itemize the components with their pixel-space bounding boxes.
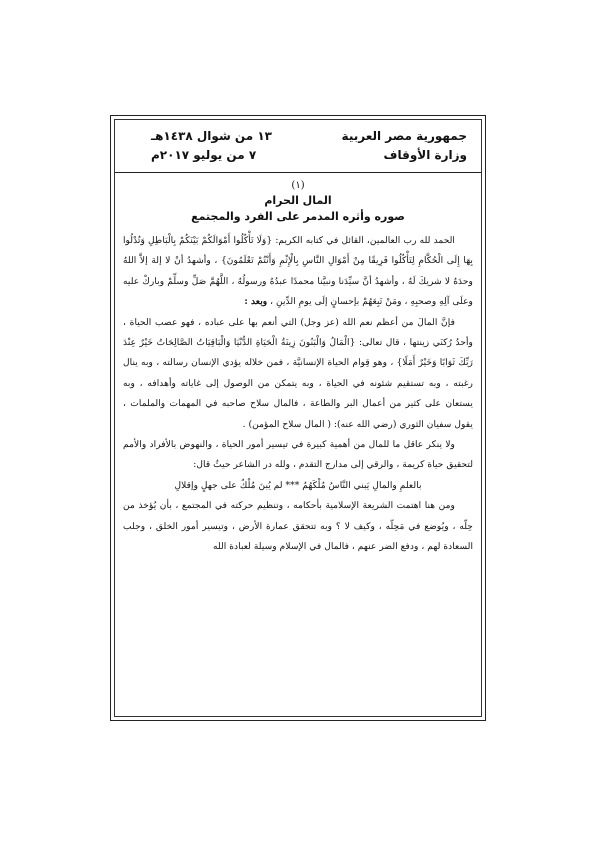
header-hijri-date: ١٣ من شوال ١٤٣٨هـ: [151, 129, 272, 143]
document-header: [115, 120, 481, 173]
sermon-title: المال الحرام: [264, 194, 332, 207]
poetry-verse: بالعلمِ والمالِ يَبني النَّاسُ مُلْكَهُمُ *** لم يُبنَ مُلْكٌ على جهلٍ وإقلالِ: [174, 479, 422, 491]
paragraph-opening: [123, 231, 473, 313]
sermon-subtitle: صوره وأثره المدمر على الفرد والمجتمع: [191, 210, 405, 223]
paragraph-wealth-importance: فإنَّ المالَ من أعظم نعم الله (عز وجل) التي أنعم بها على عباده ، فهو عصب الحياة ، وأحدُ رُكنَي زينتها ، قال تعالى: {الْمَالُ وَالْبَنُونَ زِينَةُ الْحَيَاةِ الدُّنْيَا وَالْبَاقِيَاتُ الصَّالِحَاتُ خَيْرٌ عِنْدَ رَبِّكَ ثَوَابًا وَخَيْرٌ أَمَلًا} ، وهو قِوام الحياة الإنسانيَّة ، فمن خلاله يؤدي الإنسان رسالته ، وبه ينال رغبته ، وبه تستقيم شئونه في الحياة ، وبه يتمكن من الوصول إلى غاياته وأهدافه ، وبه يستعان على كثير من أعمال البر والطاعة ، فالمال سلاح صاحبه في المهمات والملمات ، يقول سفيان الثوري (رضي الله عنه): ( المال سلاح المؤمن) .: [123, 316, 473, 430]
sermon-body: [123, 231, 473, 558]
paragraph-opening-text: الحمد لله رب العالمين، القائل في كتابه الكريم: {وَلَا تَأْكُلُوا أَمْوَالَكُمْ بَيْنَكُمْ بِالْبَاطِلِ وَتُدْلُوا بِهَا إِلَى الْحُكَّامِ لِتَأْكُلُوا فَرِيقًا مِنْ أَمْوَالِ النَّاسِ بِالْإِثْمِ وَأَنْتُمْ تَعْلَمُونَ} ، وأشهدُ أنْ لا إلهَ إلاَّ اللهُ وحدَهُ لا شريكَ لَهُ ، وأشهدُ أنَّ سيِّدَنا ونبيَّنا محمدًا عبدُهُ ورسولُهُ ، اللَّهُمَّ صَلِّ وسلِّمْ وباركْ عليه وعلَى آلِهِ وصحبِهِ ، ومَنْ تَبِعَهُمْ بإحسانٍ إلَى يومِ الدِّينِ ،: [123, 235, 473, 308]
wa-baad-text: وبعد :: [244, 296, 268, 308]
sermon-number: (١): [291, 180, 305, 191]
document-inner-border: [114, 119, 482, 717]
header-country: جمهورية مصر العربية: [341, 129, 467, 143]
header-ministry: وزارة الأوقاف: [383, 148, 467, 162]
document-frame: [110, 115, 486, 721]
header-gregorian-date: ٧ من يوليو ٢٠١٧م: [151, 148, 257, 162]
paragraph-wealth-role: ولا ينكر عاقل ما للمال من أهمية كبيرة في تيسير أمور الحياة ، والنهوض بالأفراد والأمم لتحقيق حياة كريمة ، والرقي إلى مدارج التقدم ، ولله در الشاعر حيثُ قال:: [123, 439, 473, 471]
paragraph-sharia: ومن هنا اهتمت الشريعة الإسلامية بأحكامه ، وتنظيم حركته في المجتمع ، بأن يُؤخذ من حِلّه ، ويُوضع في مَحِلّه ، وكيف لا ؟ وبه تتحقق عمارة الأرض ، وتيسير أمور الخلق ، وجلب السعادة لهم ، ودفع الضر عنهم ، فالمال في الإسلام وسيلة لعبادة الله: [123, 500, 473, 553]
